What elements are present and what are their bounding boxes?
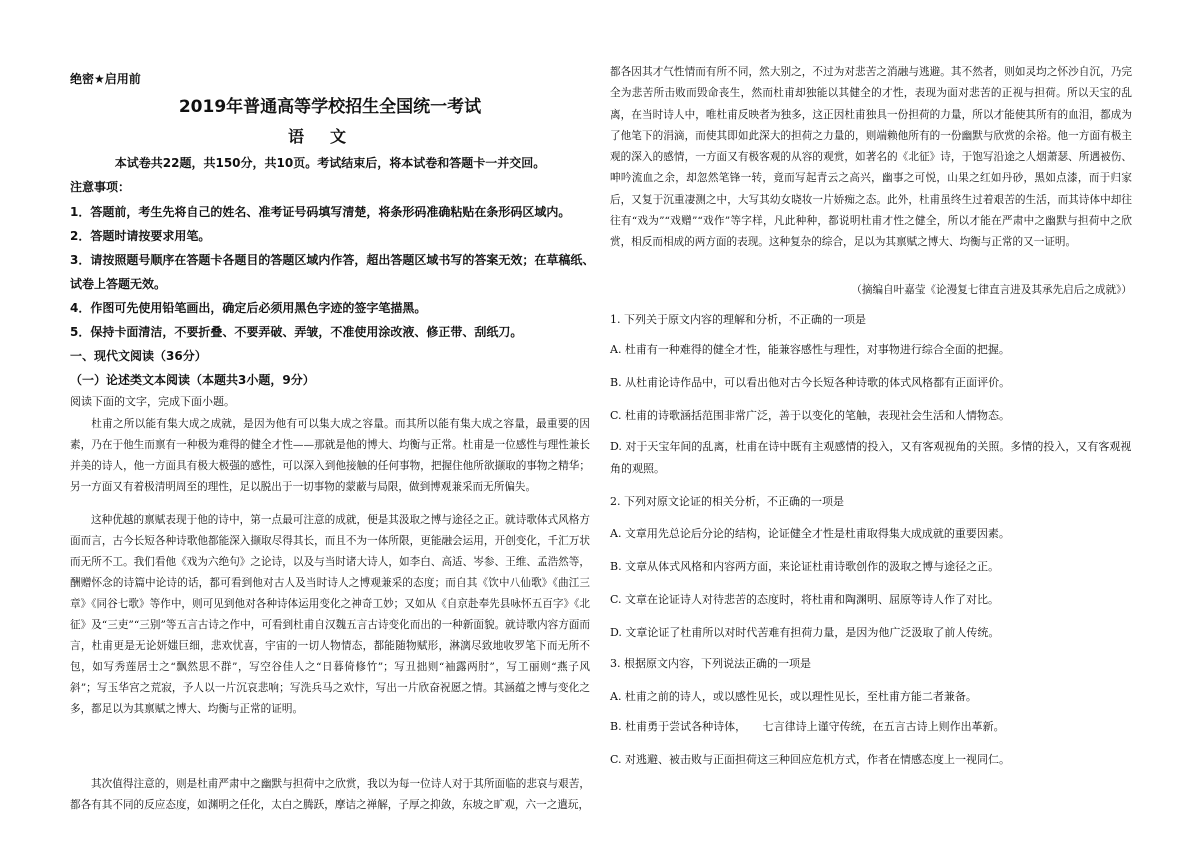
notes-title: 注意事项：	[70, 180, 131, 194]
note-item: 1．答题前，考生先将自己的姓名、准考证号码填写清楚，将条形码准确粘贴在条形码区域内。	[70, 205, 571, 219]
note-item: 4．作图可先使用铅笔画出，确定后必须用黑色字迹的签字笔描黑。	[70, 301, 427, 315]
passage-source: （摘编自叶嘉莹《论漫复七律直言进及其承先启后之成就》）	[851, 284, 1132, 296]
question-3-option-c: C. 对逃避、被击败与正面担荷这三种回应危机方式，作者在情感态度上一视同仁。	[610, 753, 1011, 766]
exam-title: 2019年普通高等学校招生全国统一考试	[178, 97, 482, 117]
question-3-option-b: B. 杜甫勇于尝试各种诗体， 七言律诗上谨守传统，在五言古诗上则作出革新。	[610, 720, 1005, 733]
section-title: 一、现代文阅读（36分）	[70, 349, 207, 363]
question-2-option-c: C. 文章在论证诗人对待悲苦的态度时，将杜甫和陶渊明、屈原等诗人作了对比。	[610, 593, 1000, 606]
question-2-option-b: B. 文章从体式风格和内容两方面，来论证杜甫诗歌创作的汲取之博与途径之正。	[610, 560, 1000, 573]
question-1-option-b: B. 从杜甫论诗作品中，可以看出他对古今长短各种诗歌的体式风格都有正面评价。	[610, 376, 1011, 389]
passage-paragraph-3: 其次值得注意的，则是杜甫严肃中之幽默与担荷中之欣赏，我以为每一位诗人对于其所面临的悲哀与艰苦，都各有其不同的反应态度，如渊明之任化，太白之腾跃，摩诘之禅解，子厚之抑敛，东坡之旷观，六一之遣玩，	[70, 778, 590, 811]
question-2-option-d: D. 文章论证了杜甫所以对时代苦难有担荷力量，是因为他广泛汲取了前人传统。	[610, 626, 1000, 639]
question-1-option-c: C. 杜甫的诗歌涵括范围非常广泛，善于以变化的笔触，表现社会生活和人情物态。	[610, 409, 1011, 422]
question-1-stem: 1. 下列关于原文内容的理解和分析，不正确的一项是	[610, 313, 866, 326]
passage-paragraph-4: 都各因其才气性情而有所不同，然大别之，不过为对悲苦之消融与逃避。其不然者，则如灵均之怀沙自沉，乃完全为悲苦所击败而毁命丧生，然而杜甫却独能以其健全的才性，表现为面对悲苦的正视与担荷。所以天宝的乱离，在当时诗人中，唯杜甫反映者为独多，这正因杜甫独具一份担荷的力量，所以才能使其所有的血泪，都成为了他笔下的涓滴，而使其即如此深大的担荷之力量的，则端赖他所有的一份幽默与欣赏的余裕。他一方面有极主观的深入的感情，一方面又有极客观的从容的观赏，如著名的《北征》诗，于饱写沿途之人烟萧瑟、所遇被伤、呻吟流血之余，却忽然笔锋一转，竟而写起青云之高兴，幽事之可悦，山果之红如丹砂，黑如点漆，而于归家后，又复于沉重凄测之中，大写其幼女晓妆一片娇痴之态。此外，杜甫虽终生过着艰苦的生活，而其诗体中却往往有“戏为”“戏赠”“戏作”等字样，凡此种种，都说明杜甫才性之健全，所以才能在严肃中之幽默与担荷中之欣赏，相反而相成的两方面的表现。这种复杂的综合，足以为其禀赋之博大、均衡与正常的又一证明。	[610, 66, 1132, 249]
note-item: 试卷上答题无效。	[70, 277, 167, 291]
question-2-stem: 2. 下列对原文论证的相关分析，不正确的一项是	[610, 495, 844, 508]
section-subtitle: （一）论述类文本阅读（本题共3小题，9分）	[70, 373, 315, 387]
question-2-option-a: A. 文章用先总论后分论的结构，论证健全才性是杜甫取得集大成成就的重要因素。	[610, 527, 1010, 540]
passage-paragraph-2: 这种优越的禀赋表现于他的诗中，第一点最可注意的成就，便是其汲取之博与途径之正。就诗歌体式风格方面而言，古今长短各种诗歌他都能深入撷取尽得其长，而且不为一体所限，更能融会运用，开创变化，千汇万状而无所不工。我们看他《戏为六绝句》之论诗，以及与当时诸大诗人，如李白、高适、岑参、王维、孟浩然等，酬赠怀念的诗篇中论诗的话，都可看到他对古人及当时诗人之博观兼采的态度；而自其《饮中八仙歌》《曲江三章》《同谷七歌》等作中，则可见到他对各种诗体运用变化之神奇工妙；又如从《自京赴奉先县咏怀五百字》《北征》及“三吏”“三别”等五言古诗之作中，可看到杜甫自汉魏五言古诗变化而出的一种新面貌。就诗歌内容方面而言，杜甫更是无论妍媸巨细，悲欢忧喜，宇宙的一切人物情态，都能随物赋形，淋漓尽致地收罗笔下而无所不包，如写秀莲居士之“飘然思不群”，写空谷佳人之“日暮倚修竹”；写丑拙则“袖露两肘”，写工丽则“燕子风斜”；写玉华宫之荒寂，予人以一片沉哀悲响；写洗兵马之欢忭，写出一片欣奋祝愿之情。其涵蕴之博与变化之多，都足以为其禀赋之博大、均衡与正常的证明。	[70, 514, 590, 715]
subject-title: 语文	[287, 127, 372, 146]
confidential-label: 绝密★启用前	[70, 72, 141, 86]
question-3-option-a: A. 杜甫之前的诗人，或以感性见长，或以理性见长，至杜甫方能二者兼备。	[610, 690, 977, 703]
note-item: 5．保持卡面清洁，不要折叠、不要弄破、弄皱，不准使用涂改液、修正带、刮纸刀。	[70, 325, 523, 339]
exam-info: 本试卷共22题，共150分，共10页。考试结束后，将本试卷和答题卡一并交回。	[114, 156, 546, 170]
note-item: 2．答题时请按要求用笔。	[70, 229, 211, 243]
reading-instruction: 阅读下面的文字，完成下面小题。	[70, 395, 235, 408]
note-item: 3．请按照题号顺序在答题卡各题目的答题区域内作答，超出答题区域书写的答案无效；在草稿纸、	[70, 253, 595, 267]
question-1-option-d: D. 对于天宝年间的乱离，杜甫在诗中既有主观感情的投入，又有客观视角的关照。多情的投入，又有客观视角的观照。	[610, 440, 1132, 475]
passage-paragraph-1: 杜甫之所以能有集大成之成就，是因为他有可以集大成之容量。而其所以能有集大成之容量，最重要的因素，乃在于他生而禀有一种极为难得的健全才性——那就是他的博大、均衡与正常。杜甫是一位感性与理性兼长并美的诗人，他一方面具有极大极强的感性，可以深入到他接触的任何事物，把握住他所欲撷取的事物之精华；另一方面又有着极清明周至的理性，足以脱出于一切事物的蒙蔽与局限，做到博观兼采而无所偏失。	[70, 418, 590, 493]
question-1-option-a: A. 杜甫有一种难得的健全才性，能兼容感性与理性，对事物进行综合全面的把握。	[610, 343, 1010, 356]
question-3-stem: 3. 根据原文内容，下列说法正确的一项是	[610, 657, 811, 670]
